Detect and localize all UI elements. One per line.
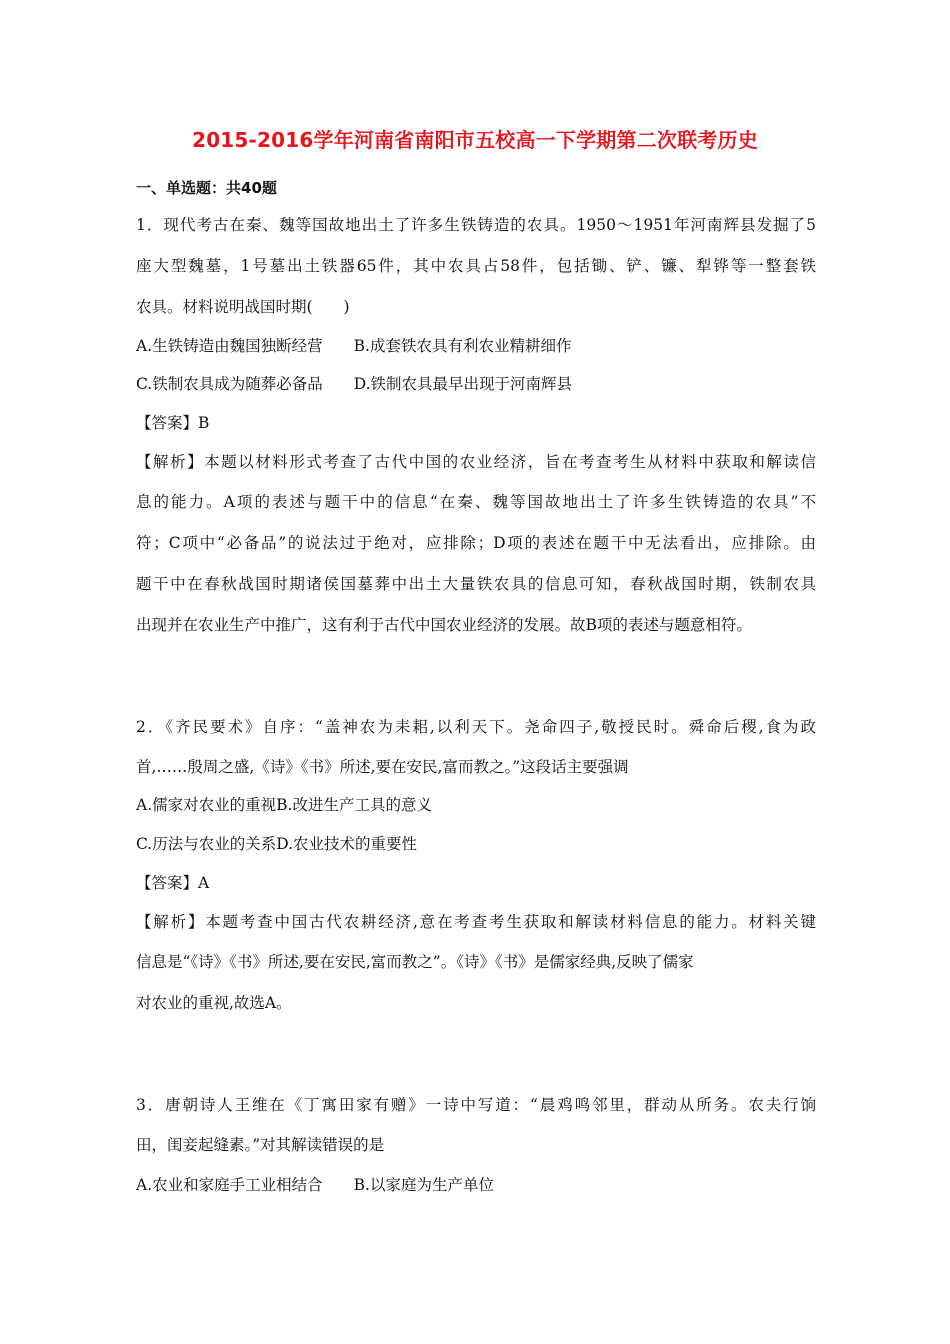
q1-analysis-line-1: 【解析】本题以材料形式考查了古代中国的农业经济，旨在考查考生从材料中获取和解读信 [136, 453, 816, 471]
q1-analysis-line-2: 息的能力。A项的表述与题干中的信息“在秦、魏等国故地出土了许多生铁铸造的农具”不 [136, 493, 816, 511]
q2-line-2: 首,……殷周之盛,《诗》《书》所述,要在安民,富而教之。”这段话主要强调 [136, 758, 629, 776]
document-title: 2015-2016学年河南省南阳市五校高一下学期第二次联考历史 [192, 128, 758, 152]
q1-analysis-line-4: 题干中在春秋战国时期诸侯国墓葬中出土大量铁农具的信息可知，春秋战国时期，铁制农具 [136, 575, 816, 593]
q2-option-ab: A.儒家对农业的重视B.改进生产工具的意义 [136, 796, 432, 814]
q2-line-1: 2．《齐民要术》自序：“盖神农为耒耜,以利天下。尧命四子,敬授民时。舜命后稷,食为政 [136, 718, 816, 736]
q1-line-3: 农具。材料说明战国时期( ) [136, 298, 350, 316]
q1-option-cd: C.铁制农具成为随葬必备品 D.铁制农具最早出现于河南辉县 [136, 375, 573, 393]
q1-answer: 【答案】B [136, 414, 210, 432]
q1-line-2: 座大型魏墓，1号墓出土铁器65件，其中农具占58件，包括锄、铲、镰、犁铧等一整套铁 [136, 257, 816, 275]
q2-analysis-line-2: 信息是“《诗》《书》所述,要在安民,富而教之”。《诗》《书》是儒家经典,反映了儒家 [136, 953, 694, 971]
q2-answer: 【答案】A [136, 874, 210, 892]
q2-analysis-line-1: 【解析】本题考查中国古代农耕经济,意在考查考生获取和解读材料信息的能力。材料关键 [136, 913, 816, 931]
q3-line-2: 田，闺妾起缝素。”对其解读错误的是 [136, 1136, 385, 1154]
q1-analysis-line-3: 符；C项中“必备品”的说法过于绝对，应排除；D项的表述在题干中无法看出，应排除。由 [136, 534, 816, 552]
q1-analysis-line-5: 出现并在农业生产中推广，这有利于古代中国农业经济的发展。故B项的表述与题意相符。 [136, 616, 752, 634]
section-heading: 一、单选题：共40题 [136, 179, 277, 197]
q2-analysis-line-3: 对农业的重视,故选A。 [136, 994, 292, 1012]
q3-option-ab: A.农业和家庭手工业相结合 B.以家庭为生产单位 [136, 1176, 494, 1194]
q2-option-cd: C.历法与农业的关系D.农业技术的重要性 [136, 835, 418, 853]
q1-option-ab: A.生铁铸造由魏国独断经营 B.成套铁农具有利农业精耕细作 [136, 337, 572, 355]
q3-line-1: 3．唐朝诗人王维在《丁寓田家有赠》一诗中写道：“晨鸡鸣邻里，群动从所务。农夫行饷 [136, 1096, 816, 1114]
q1-line-1: 1．现代考古在秦、魏等国故地出土了许多生铁铸造的农具。1950～1951年河南辉县发掘了5 [136, 216, 816, 234]
